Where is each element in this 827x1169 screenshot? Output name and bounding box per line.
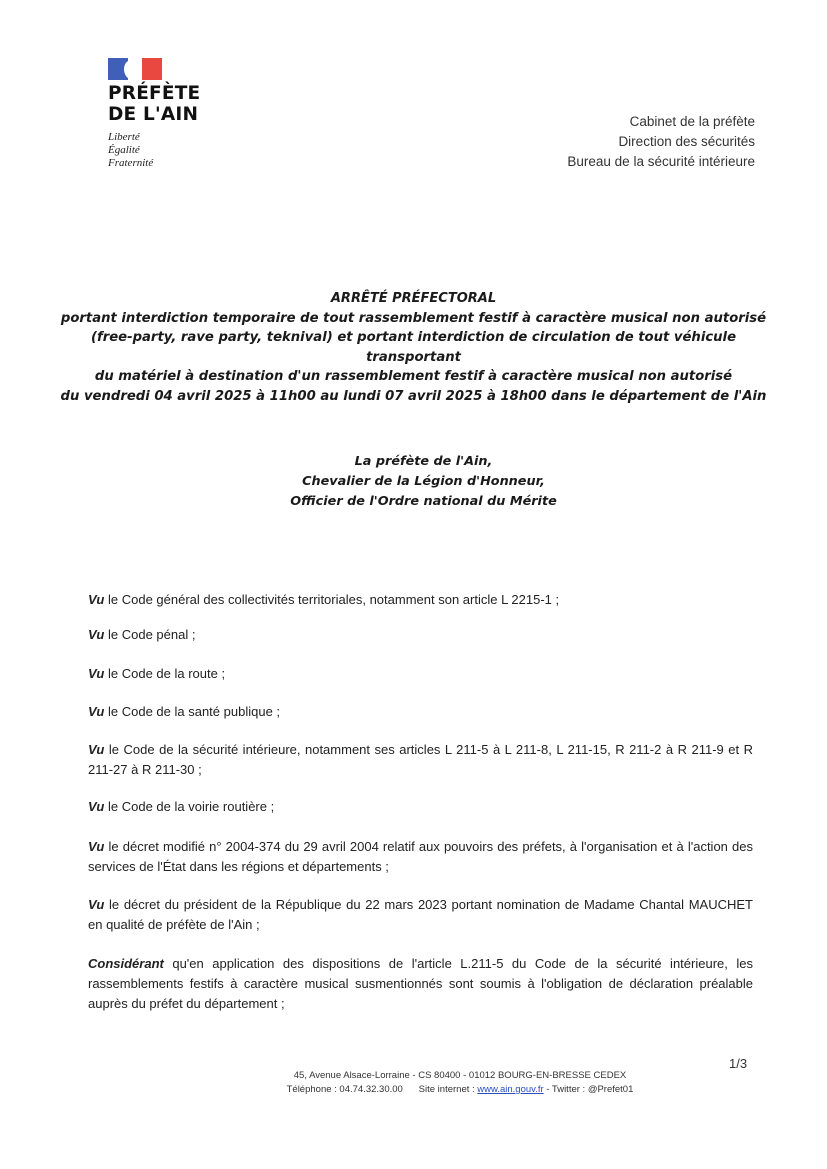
authority-line: La préfète de l'Ain,	[354, 454, 493, 469]
logo-title-line2: DE L'AIN	[108, 104, 199, 125]
paragraph-text: le Code de la voirie routière ;	[104, 799, 275, 814]
motto-egalite: Égalité	[108, 144, 140, 156]
logo-title	[108, 83, 208, 125]
service-cabinet: Cabinet de la préfète	[629, 114, 755, 129]
paragraph-lead: Vu	[88, 704, 105, 719]
title-heading: ARRÊTÉ PRÉFECTORAL	[330, 291, 497, 306]
paragraph-lead: Vu	[88, 839, 105, 854]
marianne-flag-icon	[108, 58, 162, 80]
prefecture-logo	[108, 58, 208, 170]
paragraph-lead: Vu	[88, 592, 105, 607]
footer-address: 45, Avenue Alsace-Lorraine - CS 80400 - 01012 BOURG-EN-BRESSE CEDEX	[293, 1070, 627, 1081]
paragraph-text: le Code de la sécurité intérieure, notamment ses articles L 211-5 à L 211-8, L 211-15, R 211-2 à R 211-9 et R 211-27 à R 211-30 ;	[88, 742, 753, 777]
paragraph-lead: Vu	[88, 627, 105, 642]
paragraph-lead: Vu	[88, 799, 105, 814]
footer-contact	[280, 1083, 640, 1097]
footer-twitter: - Twitter : @Prefet01	[543, 1084, 634, 1095]
paragraph-lead: Vu	[88, 742, 105, 757]
footer-site-label: Site internet :	[418, 1084, 478, 1095]
logo-title-line1: PRÉFÈTE	[108, 83, 201, 104]
visa-paragraph	[88, 895, 753, 935]
service-direction: Direction des sécurités	[618, 134, 755, 149]
document-title	[60, 289, 767, 406]
title-line: du matériel à destination d'un rassemblement festif à caractère musical non autorisé	[94, 369, 733, 384]
signing-authority	[200, 452, 647, 512]
footer	[280, 1069, 640, 1097]
footer-phone: Téléphone : 04.74.32.30.00	[286, 1084, 403, 1095]
visa-paragraph	[88, 797, 753, 817]
motto-fraternite: Fraternité	[108, 157, 154, 169]
republic-motto	[108, 131, 208, 170]
title-line: portant interdiction temporaire de tout rassemblement festif à caractère musical non autorisé	[60, 310, 767, 326]
visa-paragraph	[88, 837, 753, 877]
paragraph-text: qu'en application des dispositions de l'article L.211-5 du Code de la sécurité intérieure, les rassemblements festifs à caractère musical susmentionnés sont soumis à l'obligation de déclaration préalable auprès du préfet du département ;	[88, 956, 753, 1011]
title-line: du vendredi 04 avril 2025 à 11h00 au lundi 07 avril 2025 à 18h00 dans le département de l'Ain	[60, 388, 767, 404]
issuing-service	[567, 112, 755, 172]
visa-paragraph	[88, 740, 753, 780]
paragraph-text: le décret modifié n° 2004-374 du 29 avril 2004 relatif aux pouvoirs des préfets, à l'organisation et à l'action des services de l'État dans les régions et départements ;	[88, 839, 753, 874]
paragraph-text: le Code de la santé publique ;	[104, 704, 281, 719]
visa-paragraph	[88, 664, 753, 684]
visa-paragraph	[88, 702, 753, 722]
paragraph-text: le Code pénal ;	[104, 627, 196, 642]
page-number: 1/3	[729, 1056, 748, 1071]
visa-paragraph	[88, 590, 753, 610]
motto-liberte: Liberté	[108, 131, 140, 143]
authority-line: Officier de l'Ordre national du Mérite	[290, 494, 557, 509]
website-link[interactable]: www.ain.gouv.fr	[477, 1084, 544, 1095]
considerant-paragraph	[88, 954, 753, 1014]
paragraph-lead: Vu	[88, 897, 105, 912]
service-bureau: Bureau de la sécurité intérieure	[567, 154, 755, 169]
paragraph-lead: Vu	[88, 666, 105, 681]
paragraph-lead: Considérant	[88, 956, 164, 971]
authority-line: Chevalier de la Légion d'Honneur,	[302, 474, 545, 489]
paragraph-text: le décret du président de la République du 22 mars 2023 portant nomination de Madame Chantal MAUCHET en qualité de préfète de l'Ain ;	[88, 897, 753, 932]
paragraph-text: le Code général des collectivités territoriales, notamment son article L 2215-1 ;	[104, 592, 560, 607]
paragraph-text: le Code de la route ;	[104, 666, 226, 681]
title-line: (free-party, rave party, teknival) et portant interdiction de circulation de tout véhicule transportant	[90, 330, 737, 365]
visa-paragraph	[88, 625, 753, 645]
